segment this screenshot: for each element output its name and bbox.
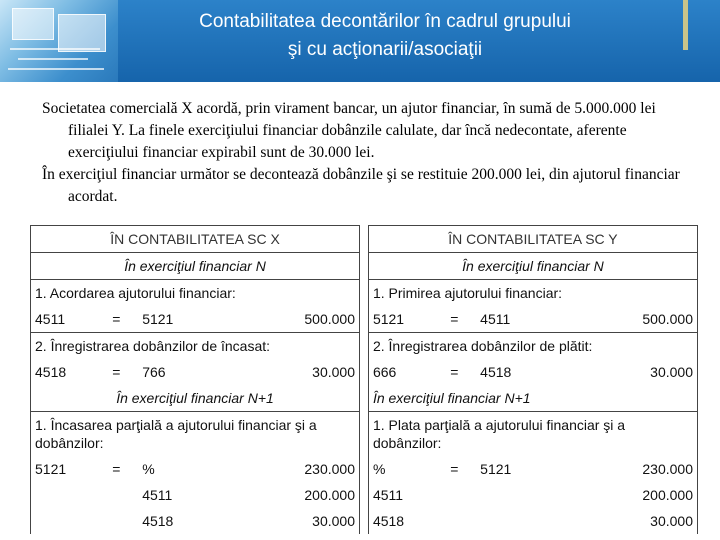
title-line-2: şi cu acţionarii/asociaţii [287,39,483,60]
left-op1-credit: 5121 [138,306,248,333]
header-accent-bar [683,0,688,50]
left-op3-amount-1: 200.000 [248,482,360,508]
left-op3-amount-2: 30.000 [248,508,360,534]
left-year-n1-label: În exerciţiul financiar N+1 [31,385,360,412]
right-op1-amount: 500.000 [586,306,698,333]
left-op3-credit-2: 4518 [142,513,174,529]
right-op3-amount-2: 30.000 [586,508,698,534]
left-op2-amount: 30.000 [248,359,360,385]
left-company-title: ÎN CONTABILITATEA SC X [31,226,360,253]
right-op2-amount: 30.000 [586,359,698,385]
right-op2-credit: 4518 [480,364,512,380]
left-op3-amount: 230.000 [248,456,360,482]
left-op3-equals: = [112,461,121,477]
right-op1-debit: 5121 [368,306,446,333]
slide-header [0,0,720,82]
statement-paragraph-2: În exerciţiul financiar următor se decontează dobânzile şi se restituie 200.000 lei, din ajutorul financiar acordat. [42,166,680,205]
left-op3-debit: 5121 [31,456,109,482]
left-op3-credit-1: 4511 [142,487,173,503]
right-op1-credit: 4511 [476,306,586,333]
right-op3-amount-1: 200.000 [586,482,698,508]
right-op3-amount: 230.000 [586,456,698,482]
right-op3-debit: % [368,456,446,482]
left-op2-credit: 766 [142,364,166,380]
right-op2-equals: = [450,364,459,380]
left-year-n-label: În exerciţiul financiar N [31,253,360,280]
right-year-n-label: În exerciţiul financiar N [368,253,697,280]
right-op3-debit-2: 4518 [368,508,446,534]
accounting-table [30,225,698,534]
right-op1-equals: = [446,306,476,333]
left-op2-equals: = [112,364,121,380]
right-op2-label: 2. Înregistrarea dobânzilor de plătit: [368,333,697,360]
right-company-title: ÎN CONTABILITATEA SC Y [368,226,697,253]
right-op3-debit-1: 4511 [368,482,446,508]
slide-title [120,8,650,64]
right-op3-label: 1. Plata parţială a ajutorului financiar şi a dobânzilor: [368,412,697,457]
left-op1-amount: 500.000 [248,306,360,333]
left-op3-credit: % [142,461,155,477]
left-op3-label: 1. Încasarea parţială a ajutorului financiar şi a dobânzilor: [31,412,360,457]
right-op1-label: 1. Primirea ajutorului financiar: [368,280,697,307]
left-op1-equals: = [108,306,138,333]
header-decorative-image [0,0,118,82]
left-op2-label: 2. Înregistrarea dobânzilor de încasat: [31,333,360,360]
title-line-1: Contabilitatea decontărilor în cadrul grupului [199,11,571,32]
statement-paragraph-1: Societatea comercială X acordă, prin virament bancar, un ajutor financiar, în sumă de 5.000.000 lei filialei Y. La finele exerciţiului financiar dobânzile calulate, dar încă nedecontate, aferente exerciţiului financiar expirabil sunt de 30.000 lei. [42,100,656,161]
right-op3-equals: = [450,461,459,477]
left-op2-debit: 4518 [31,359,109,385]
left-op1-label: 1. Acordarea ajutorului financiar: [31,280,360,307]
problem-statement [42,98,682,208]
left-op1-debit: 4511 [31,306,109,333]
right-op2-debit: 666 [368,359,446,385]
right-op3-credit: 5121 [480,461,512,477]
right-year-n1-label: În exerciţiul financiar N+1 [368,385,697,412]
